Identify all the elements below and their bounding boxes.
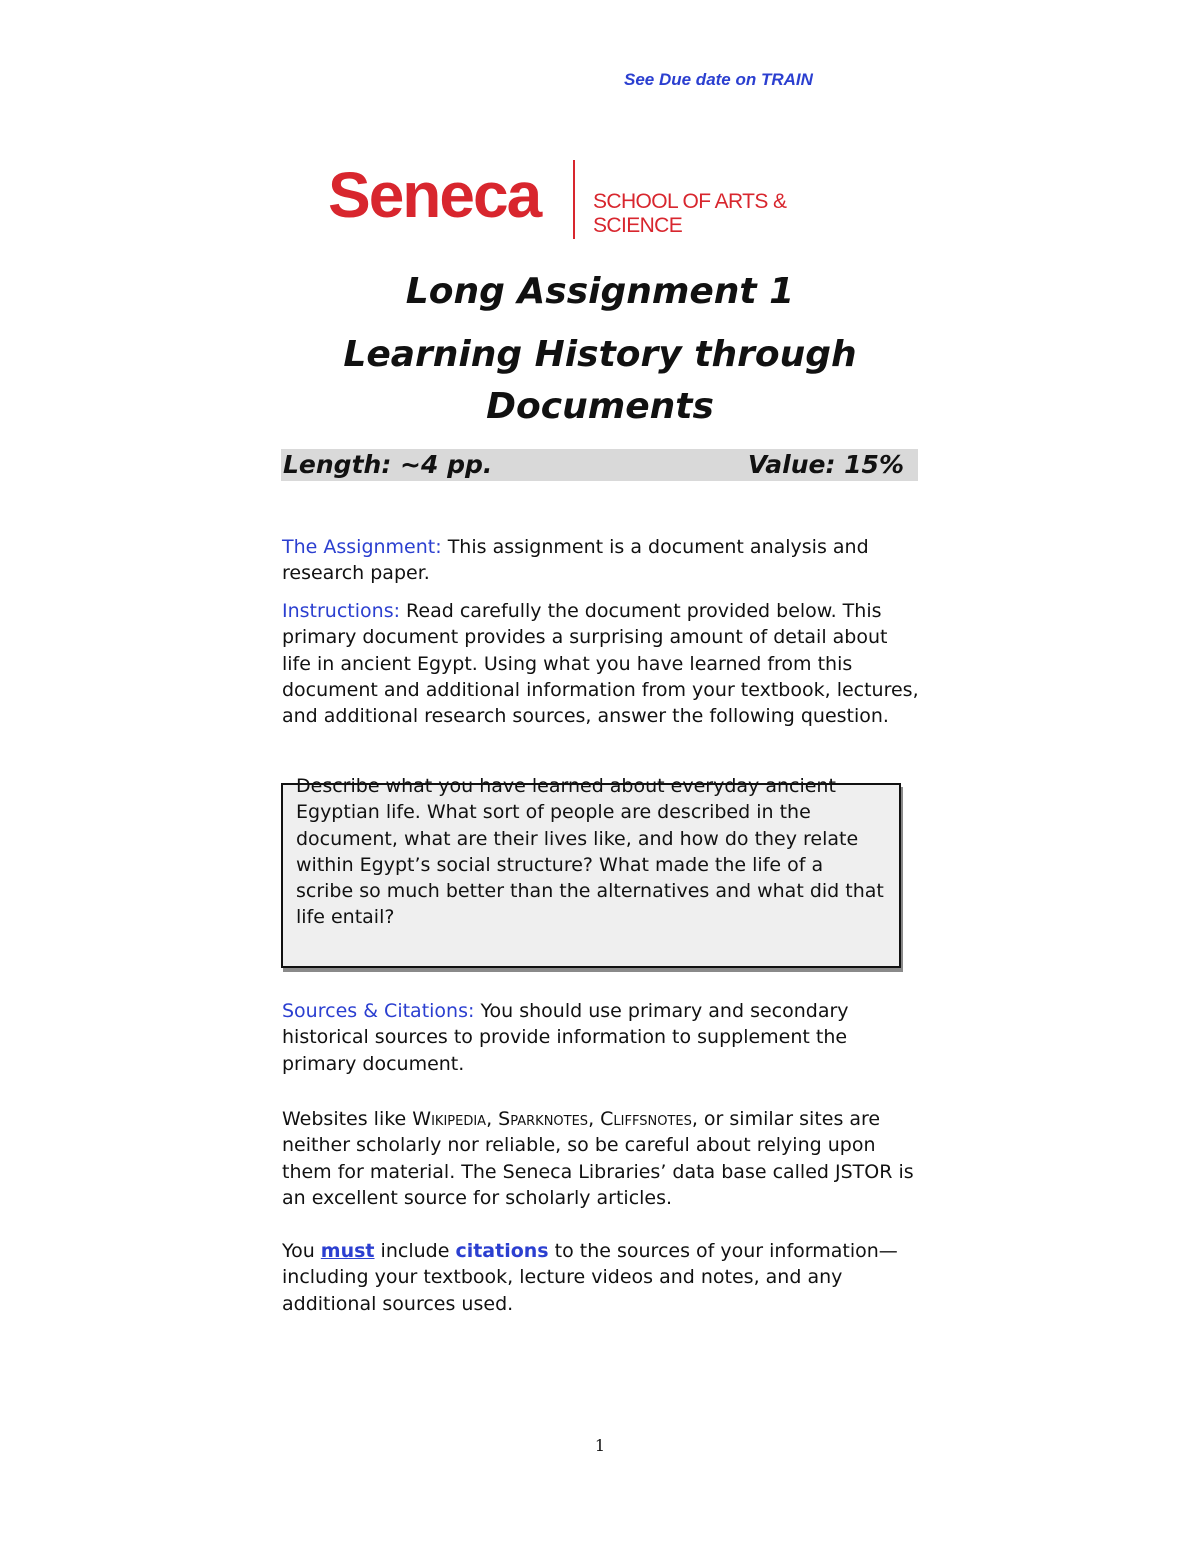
site-sparknotes: Sparknotes xyxy=(498,1108,589,1130)
value-text: Value: 15% xyxy=(747,450,904,479)
length-text: Length: ~4 pp. xyxy=(283,450,493,479)
sources-label: Sources & Citations: xyxy=(282,1000,475,1022)
subtitle-line-2: Documents xyxy=(486,386,714,427)
subtitle-line-1: Learning History through xyxy=(343,334,857,375)
citations-middle: include xyxy=(374,1240,456,1262)
site-cliffsnotes: Cliffsnotes xyxy=(600,1108,692,1130)
instructions-text: Read carefully the document provided below. This primary document provides a surprising amount of detail about life in ancient Egypt. Using what you have learned from this document and additional information from your textbook, lectures, and additional research sources, answer the following question. xyxy=(282,600,919,728)
websites-paragraph xyxy=(282,1106,922,1211)
citations-prefix: You xyxy=(282,1240,321,1262)
sources-paragraph xyxy=(282,998,922,1077)
assignment-paragraph xyxy=(282,534,922,587)
assignment-subtitle xyxy=(260,329,940,433)
sources-text: You should use primary and secondary historical sources to provide information to supplement the primary document. xyxy=(282,1000,849,1075)
citations-keyword: citations xyxy=(455,1240,549,1262)
page-number: 1 xyxy=(594,1436,606,1455)
site-wikipedia: Wikipedia xyxy=(412,1108,487,1130)
websites-text: , or similar sites are neither scholarly nor reliable, so be careful about relying upon them for material. The Seneca Libraries’ data base called JSTOR is an excellent source for scholarly articles. xyxy=(282,1108,914,1209)
assignment-text: This assignment is a document analysis and research paper. xyxy=(282,536,869,585)
citations-paragraph xyxy=(282,1238,922,1317)
logo-school-name: SCHOOL OF ARTS & SCIENCE xyxy=(593,190,787,237)
question-text: Describe what you have learned about everyday ancient Egyptian life. What sort of people are described in the document, what are their lives like, and how do they relate within Egypt’s social structure? What made the life of a scribe so much better than the alternatives and what did that life entail? xyxy=(296,775,884,929)
assignment-label: The Assignment: xyxy=(282,536,442,558)
logo-divider xyxy=(573,160,575,239)
assignment-title: Long Assignment 1 xyxy=(405,271,795,312)
due-date-note: See Due date on TRAIN xyxy=(624,70,813,89)
seneca-logo xyxy=(328,160,858,240)
length-value-bar xyxy=(281,449,918,481)
websites-separator: , xyxy=(486,1108,499,1130)
websites-prefix: Websites like xyxy=(282,1108,413,1130)
instructions-paragraph xyxy=(282,598,922,729)
websites-separator: , xyxy=(588,1108,601,1130)
citations-text: to the sources of your information—including your textbook, lecture videos and notes, and any additional sources used. xyxy=(282,1240,898,1315)
logo-wordmark: Seneca xyxy=(328,159,541,231)
must-emphasis: must xyxy=(320,1240,375,1262)
instructions-label: Instructions: xyxy=(282,600,400,622)
